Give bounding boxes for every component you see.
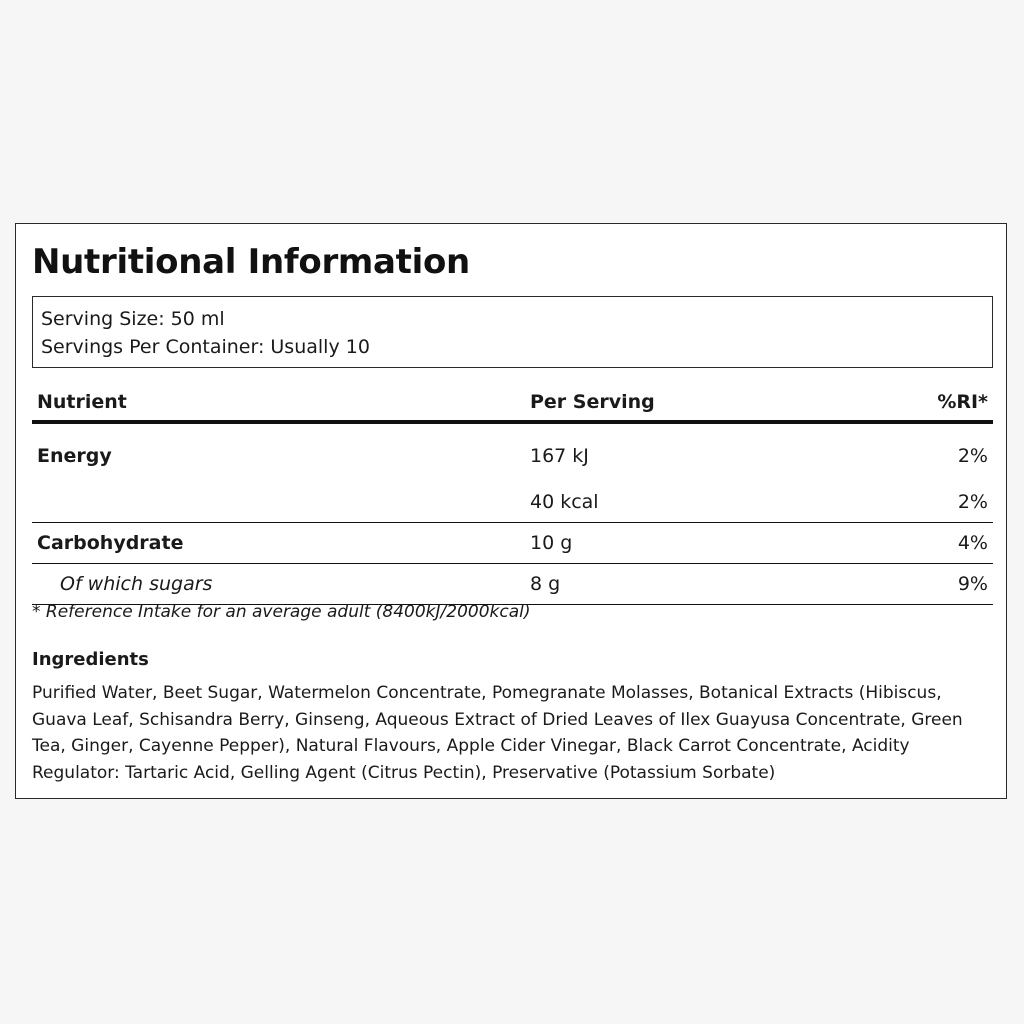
nutrient-name: Of which sugars [32,564,525,605]
table-row [32,422,993,482]
nutrient-name: Energy [37,445,112,467]
table-row [32,564,993,605]
table-row [32,482,993,523]
servings-per-container: Servings Per Container: Usually 10 [41,336,370,358]
nutrient-value: 10 g [525,523,848,564]
nutrient-ri: 2% [957,445,988,467]
serving-size: Serving Size: 50 ml [41,308,225,330]
ri-footnote: * Reference Intake for an average adult (8400kJ/2000kcal) [32,602,531,622]
nutrient-value: 167 kJ [530,445,589,467]
table-row [32,523,993,564]
header-per-serving: Per Serving [525,384,848,422]
nutrient-ri: 4% [848,523,993,564]
table-header-row [32,384,993,422]
nutrient-ri: 9% [848,564,993,605]
nutrition-table [32,384,993,605]
nutrient-value: 8 g [525,564,848,605]
panel-title: Nutritional Information [32,242,470,282]
nutrient-value: 40 kcal [525,482,848,523]
nutrient-name: Carbohydrate [32,523,525,564]
serving-info-box [32,296,993,368]
nutrition-panel [15,223,1007,799]
header-ri: %RI* [848,384,993,422]
nutrient-ri: 2% [848,482,993,523]
ingredients-title: Ingredients [32,649,149,670]
nutrient-name [32,482,525,523]
header-nutrient: Nutrient [32,384,525,422]
ingredients-text: Purified Water, Beet Sugar, Watermelon Concentrate, Pomegranate Molasses, Botanical Extracts (Hibiscus, Guava Leaf, Schisandra Berry, Ginseng, Aqueous Extract of Dried Leaves of Ilex Guayusa Concentrate, Green Tea, Ginger, Cayenne Pepper), Natural Flavours, Apple Cider Vinegar, Black Carrot Concentrate, Acidity Regulator: Tartaric Acid, Gelling Agent (Citrus Pectin), Preservative (Potassium Sorbate) [32,683,963,783]
